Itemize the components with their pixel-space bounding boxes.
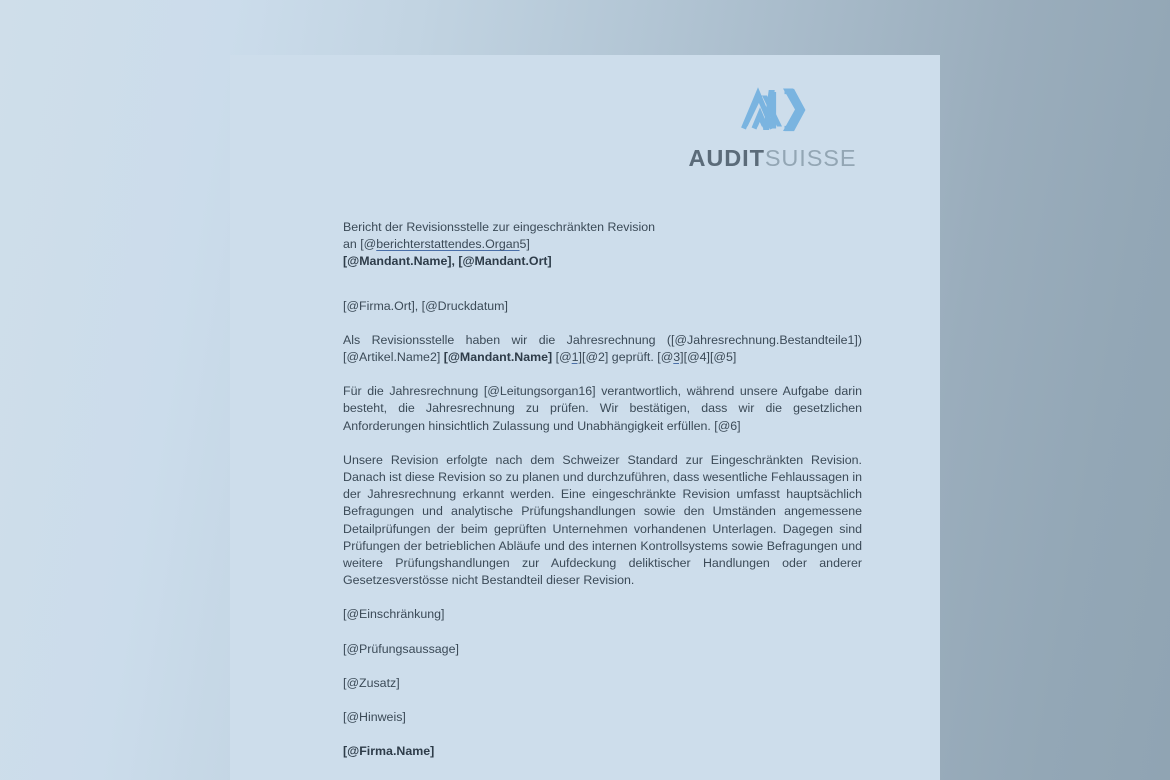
placeholder-hinweis[interactable]: [@Hinweis] — [343, 710, 406, 725]
signature-firm-name: [@Firma.Name] — [343, 744, 435, 759]
placeholder-zusatz[interactable]: [@Zusatz] — [343, 675, 400, 690]
place-and-date: [@Firma.Ort], [@Druckdatum] — [343, 298, 508, 313]
paragraph-audit-standard: Unsere Revision erfolgte nach dem Schweizer Standard zur Eingeschränkten Revision. Danach ist diese Revision so zu planen und durchzuführen, dass wesentliche Fehlaussagen in der Jahresrechnung erkannt werden. Eine eingeschränkte Revision umfasst hauptsächlich Befragungen und analytische Prüfungshandlungen sowie den Umständen angemessene Detailprüfungen der beim geprüften Unternehmen vorhandenen Unterlagen. Dagegen sind Prüfungen der betrieblichen Abläufe und des internen Kontrollsystems sowie Befragungen und weitere Prüfungshandlungen zur Aufdeckung deliktischer Handlungen oder anderer Gesetzesverstösse nicht Bestandteil dieser Revision. — [343, 452, 862, 588]
paragraph-responsibility: Für die Jahresrechnung [@Leitungsorgan16] verantwortlich, während unsere Aufgabe darin besteht, die Jahresrechnung zu prüfen. Wir bestätigen, dass wir die gesetzlichen Anforderungen hinsichtlich Zulassung und Unabhängigkeit erfüllen. [@6] — [343, 384, 862, 433]
brand-word-suisse: SUISSE — [764, 145, 857, 171]
brand-wordmark — [685, 147, 860, 171]
brand-logo-block — [685, 81, 860, 171]
heading-line-1: Bericht der Revisionsstelle zur eingeschränkten Revision — [343, 220, 655, 234]
heading-line-3-client: [@Mandant.Name], [@Mandant.Ort] — [343, 254, 552, 269]
p1-segment-1: Als Revisionsstelle haben wir die Jahresrechnung ([@Jahresrechnung.Bestandteile1]) [@Artikel.Name2] — [343, 332, 862, 365]
p1-segment-5: [@2] geprüft. [@ — [582, 350, 674, 365]
p1-segment-3: [@ — [552, 350, 572, 365]
heading-line-2-prefix: an [@ — [343, 237, 377, 252]
spacer-after-heading — [343, 271, 862, 298]
document-page[interactable] — [230, 55, 940, 780]
p1-field-3[interactable]: 3] — [673, 350, 684, 365]
placeholder-pruefungsaussage[interactable]: [@Prüfungsaussage] — [343, 641, 459, 656]
document-body — [343, 219, 862, 777]
heading-line-2-field-link[interactable]: berichterstattendes.Organ — [376, 237, 520, 252]
report-heading — [343, 219, 862, 271]
p1-segment-7: [@4][@5] — [683, 350, 737, 365]
placeholder-einschraenkung[interactable]: [@Einschränkung] — [343, 607, 445, 622]
p1-client-name-field: [@Mandant.Name] — [443, 350, 553, 365]
brand-word-audit: AUDIT — [688, 145, 765, 171]
p1-field-1[interactable]: 1] — [571, 350, 582, 365]
heading-line-2-suffix: 5] — [519, 237, 530, 252]
paragraph-scope — [343, 332, 862, 366]
audit-suisse-hexagon-monogram-icon — [737, 81, 809, 139]
